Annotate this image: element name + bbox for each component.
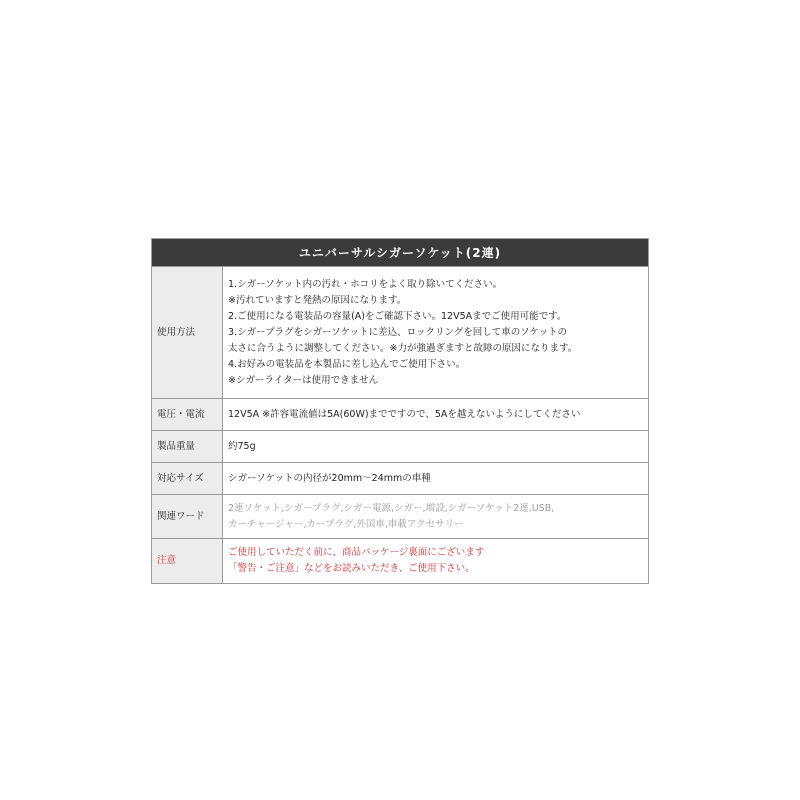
usage-line: 2.ご使用になる電装品の容量(A)をご確認下さい。12V5Aまでご使用可能です。 (228, 310, 567, 322)
weight-value: 約75g (223, 431, 649, 463)
table-row-size (152, 463, 649, 495)
size-label: 対応サイズ (152, 463, 223, 495)
caution-value (223, 539, 649, 584)
table-title: ユニバーサルシガーソケット(2連) (152, 239, 649, 267)
usage-line: 4.お好みの電装品を本製品に差し込んでご使用下さい。 (228, 358, 466, 370)
caution-label: 注意 (152, 539, 223, 584)
voltage-value: 12V5A ※許容電流値は5A(60W)までですので、5Aを越えないようにしてください (223, 399, 649, 431)
related-line: カーチャージャー,カープラグ,外国車,車載アクセサリー (228, 518, 464, 530)
usage-line: 太さに合うように調整してください。※力が強過ぎますと故障の原因になります。 (228, 342, 578, 354)
product-spec-table (151, 238, 649, 584)
usage-line: ※シガーライターは使用できません (228, 374, 379, 386)
weight-label: 製品重量 (152, 431, 223, 463)
usage-label: 使用方法 (152, 267, 223, 399)
size-value: シガーソケットの内径が20mm～24mmの車種 (223, 463, 649, 495)
usage-line: 1.シガーソケット内の汚れ・ホコリをよく取り除いてください。 (228, 278, 503, 290)
table-row-usage (152, 267, 649, 399)
related-label: 関連ワード (152, 495, 223, 539)
voltage-label: 電圧・電流 (152, 399, 223, 431)
table-row-related (152, 495, 649, 539)
caution-line: ご使用していただく前に、商品パッケージ裏面にございます (228, 547, 485, 558)
caution-line: 「警告・ご注意」などをお読みいただき、ご使用下さい。 (228, 563, 475, 574)
related-value (223, 495, 649, 539)
table-row-voltage (152, 399, 649, 431)
usage-line: 3.シガープラグをシガーソケットに差込、ロックリングを回して車のソケットの (228, 326, 567, 338)
table-header-row (152, 239, 649, 267)
table-row-caution (152, 539, 649, 584)
related-line: 2連ソケット,シガープラグ,シガー電源,シガー,増設,シガーソケット2連,USB, (228, 502, 555, 514)
table-row-weight (152, 431, 649, 463)
usage-value (223, 267, 649, 399)
usage-line: ※汚れていますと発熱の原因になります。 (228, 294, 407, 306)
